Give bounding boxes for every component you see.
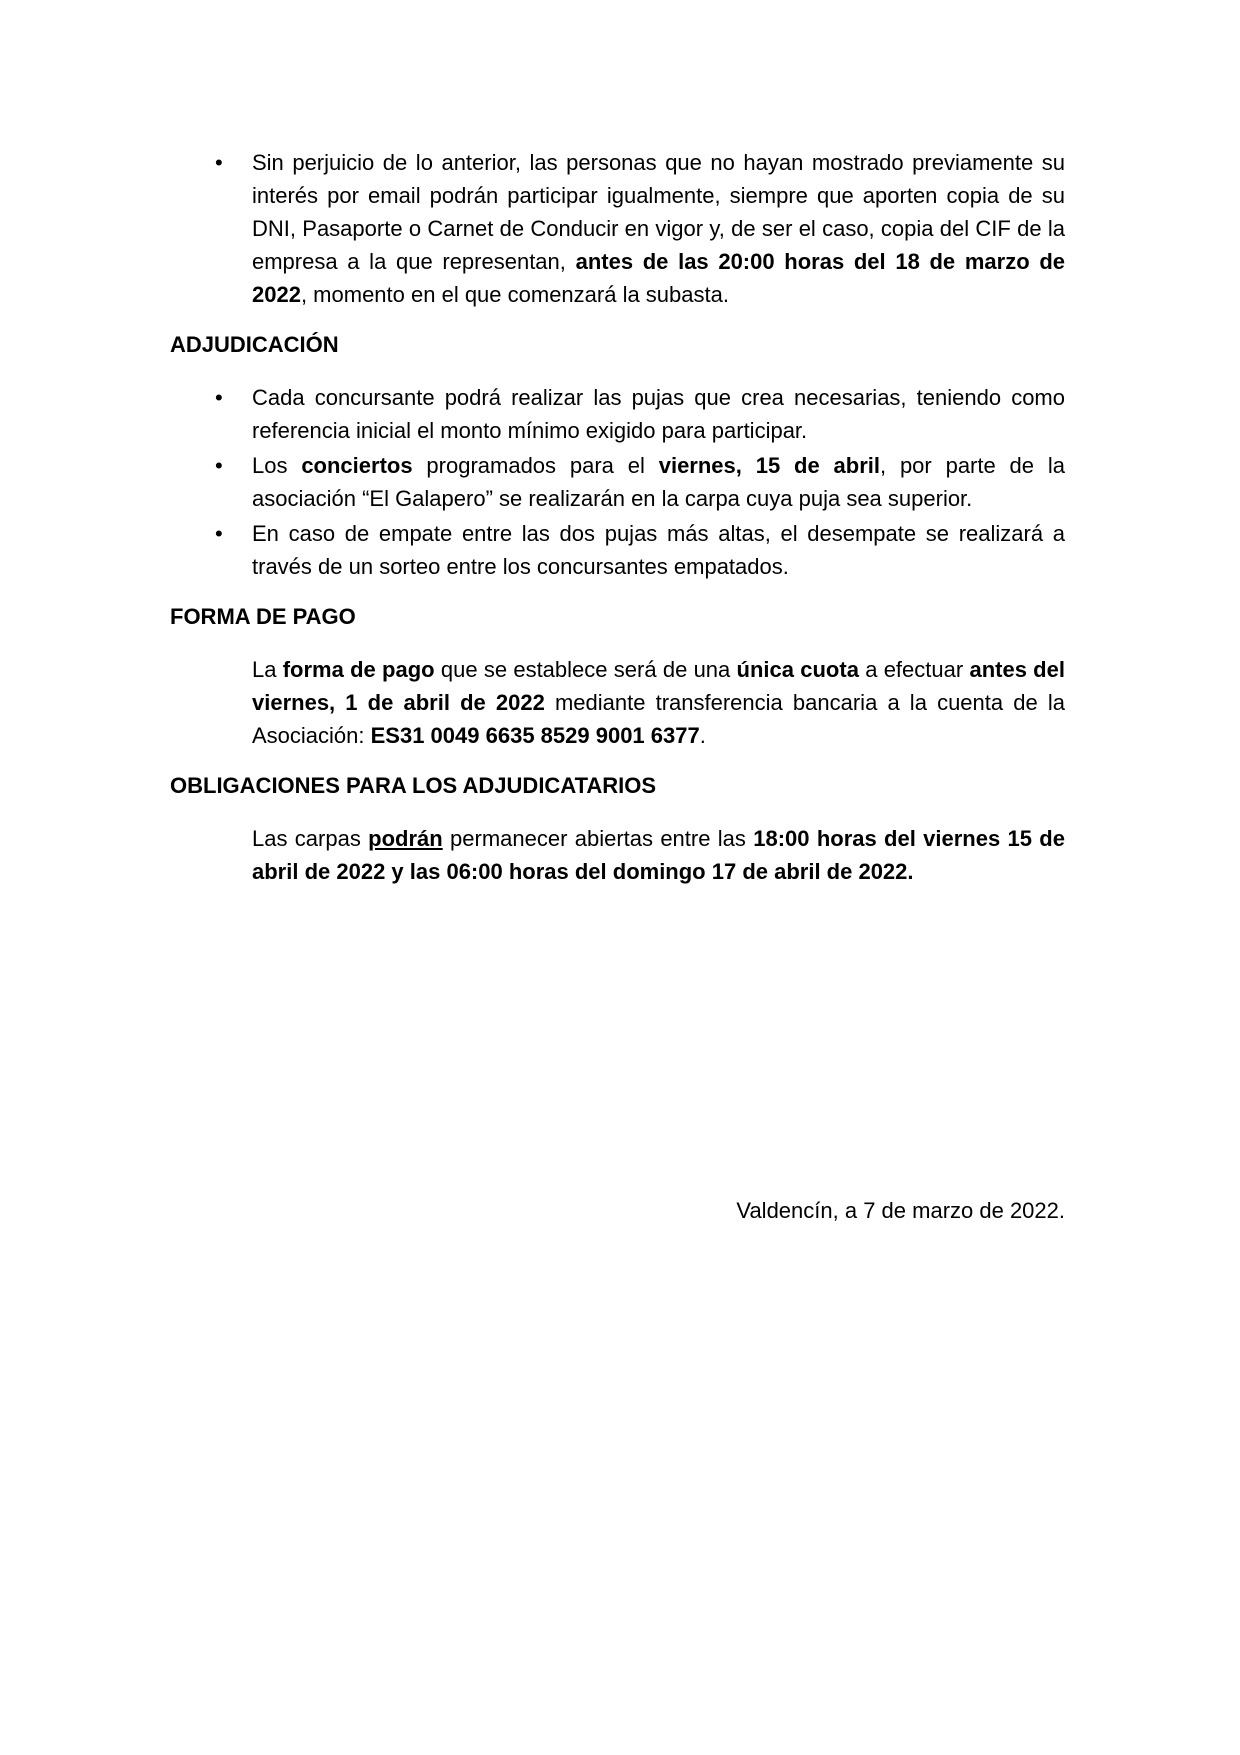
adjudicacion-bullet-item-3: • En caso de empate entre las dos pujas más altas, el desempate se realizará a través de un sorteo entre los concursantes empatados. bbox=[170, 517, 1065, 583]
heading-obligaciones: OBLIGACIONES PARA LOS ADJUDICATARIOS bbox=[170, 773, 657, 798]
adjudicacion-bullet-list bbox=[170, 381, 1065, 583]
forma-de-pago-paragraph: La forma de pago que se establece será de una única cuota a efectuar antes del viernes, 1 de abril de 2022 mediante transferencia bancaria a la cuenta de la Asociación: ES31 0049 6635 8529 9001 6377. bbox=[252, 657, 1065, 748]
intro-bullet-item: • Sin perjuicio de lo anterior, las personas que no hayan mostrado previamente su interés por email podrán participar igualmente, siempre que aporten copia de su DNI, Pasaporte o Carnet de Conducir en vigor y, de ser el caso, copia del CIF de la empresa a la que representan, antes de las 20:00 horas del 18 de marzo de 2022, momento en el que comenzará la subasta. bbox=[170, 146, 1065, 311]
section-adjudicacion bbox=[170, 328, 1065, 583]
date-line: Valdencín, a 7 de marzo de 2022. bbox=[736, 1198, 1065, 1223]
section-obligaciones bbox=[170, 769, 1065, 888]
adjudicacion-bullet-item-1: • Cada concursante podrá realizar las pujas que crea necesarias, teniendo como referencia inicial el monto mínimo exigido para participar. bbox=[170, 381, 1065, 447]
adjudicacion-bullet-item-2: • Los conciertos programados para el viernes, 15 de abril, por parte de la asociación “El Galapero” se realizarán en la carpa cuya puja sea superior. bbox=[170, 449, 1065, 515]
heading-adjudicacion: ADJUDICACIÓN bbox=[170, 332, 339, 357]
heading-forma-de-pago: FORMA DE PAGO bbox=[170, 604, 356, 629]
obligaciones-paragraph: Las carpas podrán permanecer abiertas entre las 18:00 horas del viernes 15 de abril de 2022 y las 06:00 horas del domingo 17 de abril de 2022. bbox=[252, 826, 1065, 884]
intro-bullet-list bbox=[170, 146, 1065, 311]
section-forma-de-pago bbox=[170, 600, 1065, 752]
